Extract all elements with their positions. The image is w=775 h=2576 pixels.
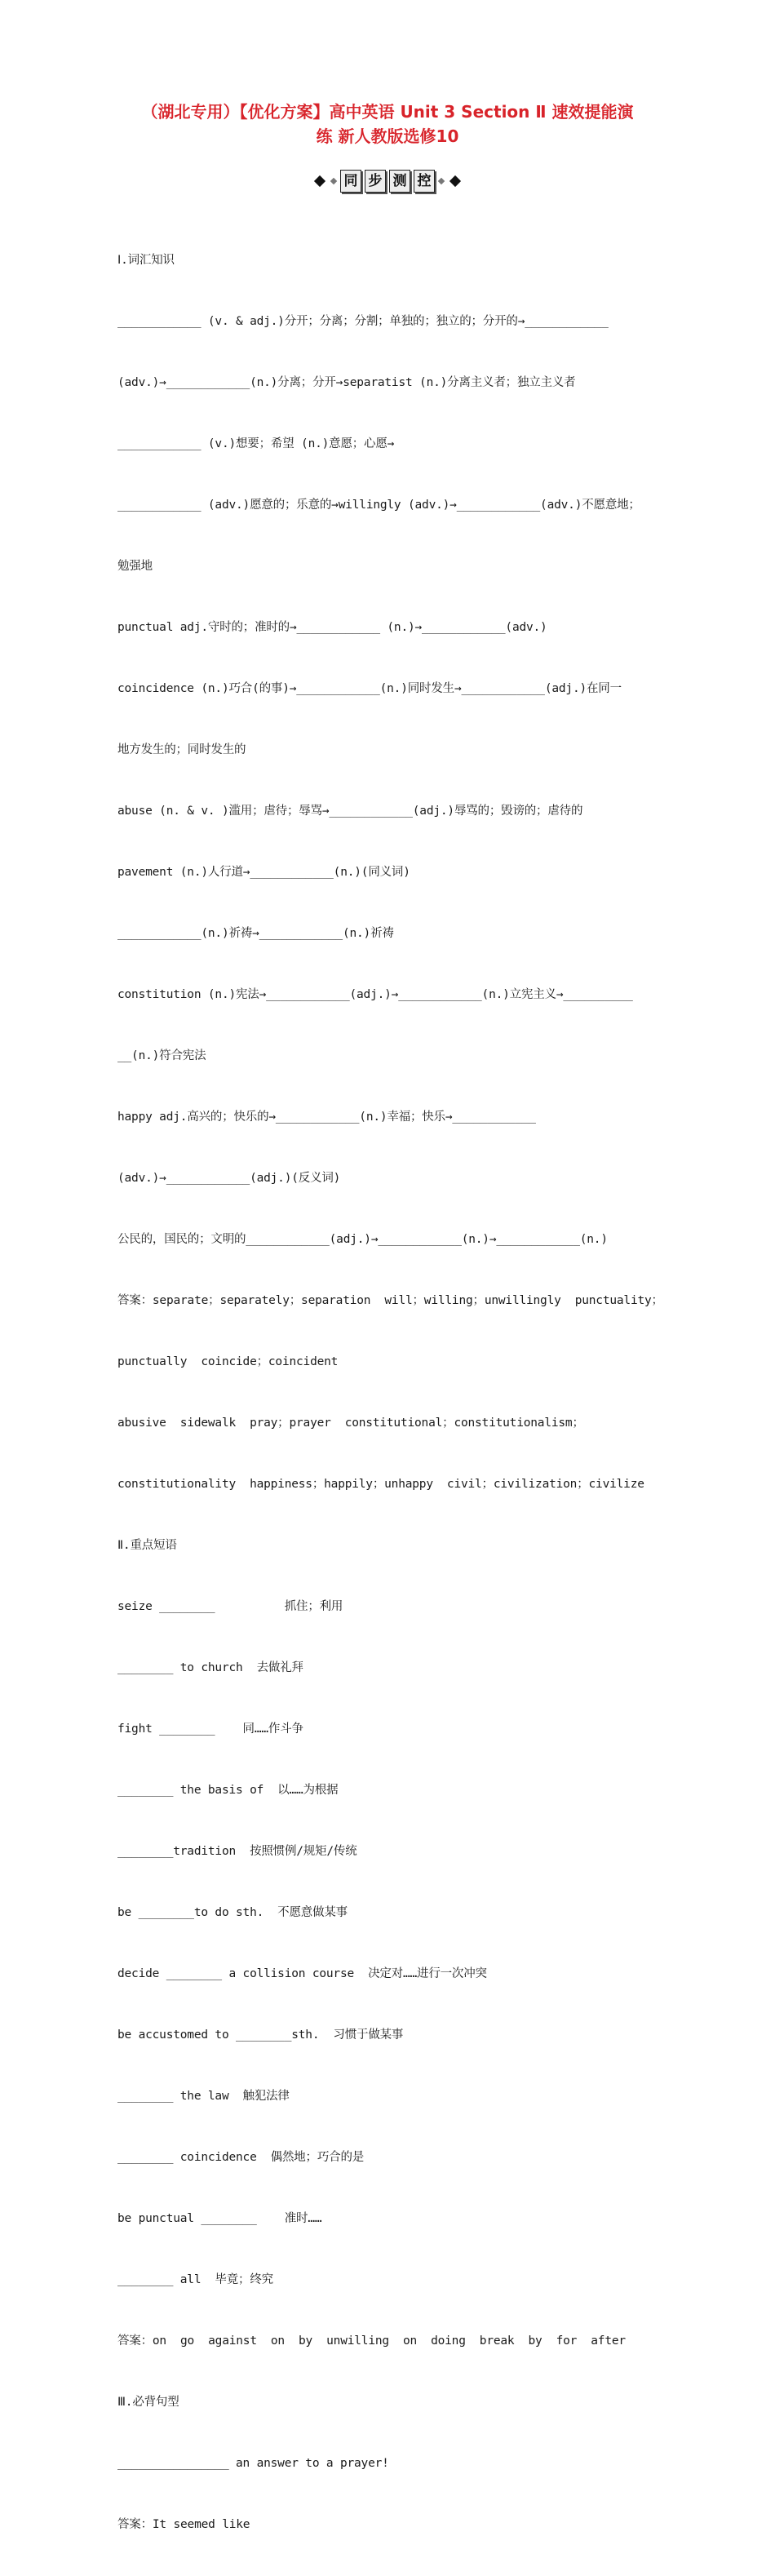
title-line-2: 练 新人教版选修10: [316, 126, 459, 146]
text-line: ________ to church 去做礼拜: [117, 1661, 303, 1674]
text-line: ________________ an answer to a prayer!: [117, 2457, 389, 2470]
answer-line: 答案：on go against on by unwilling on doing break by for after: [117, 2334, 626, 2348]
text-line: __(n.)符合宪法: [117, 1049, 206, 1062]
text-line: be accustomed to ________sth. 习惯于做某事: [117, 2028, 404, 2042]
banner-char: 同: [340, 170, 361, 193]
small-diamond-icon: [330, 178, 337, 184]
text-line: ________ the basis of 以……为根据: [117, 1784, 339, 1797]
text-line: punctual adj.守时的；准时的→____________ (n.)→____________(adv.): [117, 621, 547, 634]
text-line: seize ________ 抓住；利用: [117, 1600, 343, 1613]
text-line: fight ________ 同……作斗争: [117, 1723, 303, 1736]
banner-char: 步: [365, 170, 386, 193]
answer-line: 答案：It seemed like: [117, 2518, 250, 2531]
small-diamond-icon: [438, 178, 445, 184]
section-heading: Ⅲ.必背句型: [117, 2396, 179, 2409]
text-line: (adv.)→____________(adj.)(反义词): [117, 1172, 341, 1185]
exercise-body: [117, 210, 672, 2576]
title-line-1: （湖北专用）【优化方案】高中英语 Unit 3 Section Ⅱ 速效提能演: [141, 102, 634, 122]
section-heading: Ⅱ.重点短语: [117, 1539, 177, 1552]
text-line: ____________(n.)祈祷→____________(n.)祈祷: [117, 927, 394, 940]
answer-line: 答案：separate；separately；separation will；willing；unwillingly punctuality；: [117, 1294, 663, 1307]
text-line: coincidence (n.)巧合(的事)→____________(n.)同时发生→____________(adj.)在同一: [117, 682, 622, 695]
text-line: decide ________ a collision course 决定对……进行一次冲突: [117, 1967, 487, 1980]
banner-char: 控: [414, 170, 435, 193]
text-line: 勉强地: [117, 560, 153, 573]
text-line: be punctual ________ 准时……: [117, 2212, 322, 2225]
text-line: ____________ (v. & adj.)分开；分离；分割；单独的；独立的；分开的→____________: [117, 315, 609, 328]
text-line: ________ all 毕竟；终究: [117, 2273, 273, 2286]
text-line: (adv.)→____________(n.)分离；分开→separatist (n.)分离主义者；独立主义者: [117, 376, 576, 389]
answer-line: constitutionality happiness；happily；unhappy civil；civilization；civilize: [117, 1478, 644, 1491]
section-banner: [294, 166, 481, 196]
text-line: ________ the law 触犯法律: [117, 2090, 290, 2103]
document-title: [98, 100, 677, 149]
text-line: Ⅰ.词汇知识: [117, 254, 175, 267]
text-line: pavement (n.)人行道→____________(n.)(同义词): [117, 866, 410, 879]
text-line: ________ coincidence 偶然地；巧合的是: [117, 2151, 365, 2164]
diamond-icon: [450, 175, 461, 187]
banner-char: 测: [389, 170, 410, 193]
answer-line: punctually coincide；coincident: [117, 1355, 339, 1368]
text-line: abuse (n. & v. )滥用；虐待；辱骂→____________(adj.)辱骂的；毁谤的；虐待的: [117, 805, 583, 818]
answer-line: abusive sidewalk pray；prayer constitutional；constitutionalism；: [117, 1417, 584, 1430]
text-line: ________tradition 按照惯例/规矩/传统: [117, 1845, 357, 1858]
text-line: constitution (n.)宪法→____________(adj.)→____________(n.)立宪主义→__________: [117, 988, 633, 1001]
text-line: be ________to do sth. 不愿意做某事: [117, 1906, 348, 1919]
text-line: 地方发生的；同时发生的: [117, 743, 246, 756]
text-line: 公民的，国民的；文明的____________(adj.)→____________(n.)→____________(n.): [117, 1233, 608, 1246]
text-line: ____________ (v.)想要；希望 (n.)意愿；心愿→: [117, 437, 395, 450]
diamond-icon: [314, 175, 326, 187]
text-line: happy adj.高兴的；快乐的→____________(n.)幸福；快乐→____________: [117, 1111, 536, 1124]
text-line: ____________ (adv.)愿意的；乐意的→willingly (adv.)→____________(adv.)不愿意地；: [117, 499, 640, 512]
